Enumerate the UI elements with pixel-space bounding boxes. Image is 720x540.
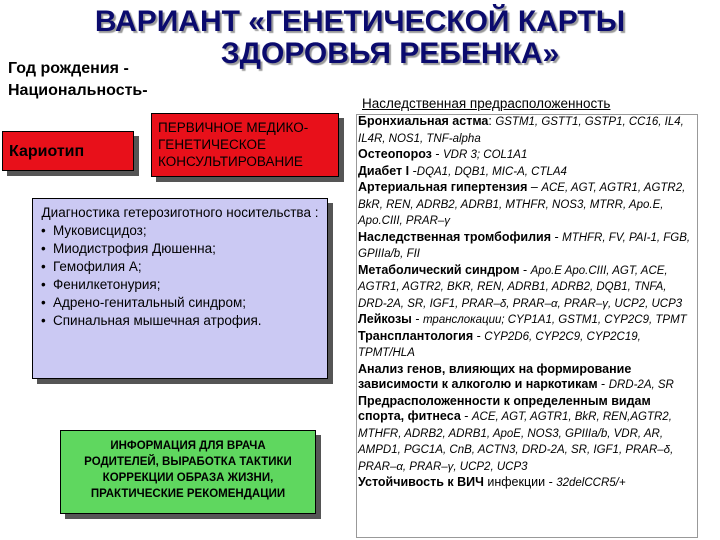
item-genes: 32delCCR5/+: [556, 477, 626, 489]
item-sep: -: [597, 377, 609, 391]
title-line-1: ВАРИАНТ «ГЕНЕТИЧЕСКОЙ КАРТЫ: [94, 5, 626, 38]
item-genes: GSTM1, GSTT1, GSTP1, CC16, IL4, IL4R, NOS1, TNF-alpha: [358, 116, 684, 145]
list-item: [358, 329, 698, 362]
item-sep: –: [527, 180, 542, 194]
karyotype-box: Кариотип: [2, 131, 134, 171]
item-name: Наследственная тромбофилия: [358, 229, 551, 244]
item-genes: Apo.E Apo.CIII, AGT, ACE, AGTR1, AGTR2, BKR, REN, ADRB1, ADRB2, DQB1, TNFA, DRD-2A, SR, IGF1, PRAR–δ, PRAR–α, PRAR–γ, UCP2, UCP3: [358, 264, 683, 310]
info-line: РОДИТЕЛЕЙ, ВЫРАБОТКА ТАКТИКИ: [84, 456, 292, 468]
item-sep: -: [431, 147, 443, 161]
item-sep: инфекции -: [483, 475, 557, 489]
item-genes: транслокации; CYP1A1, GSTM1, CYP2C9, TPMT: [422, 314, 687, 326]
list-item: • Миодистрофия Дюшенна;: [39, 240, 321, 258]
item-sep: -: [409, 163, 417, 178]
item-genes: ACE, AGT, AGTR1, BkR, REN,AGTR2, MTHFR, ADRB2, ADRB1, ApoE, NOS3, GPIIIa/b, VDR, AR, AMPD1, PGC1A, CnB, ACTN3, DRD-2A, SR, IGF1, PRAR–δ, PRAR–α, PRAR–γ, UCP2, UCP3: [358, 411, 674, 473]
item-name: Остеопороз: [358, 147, 432, 161]
item-name: Бронхиальная астма: [358, 114, 489, 128]
item-name: Диабет I: [358, 163, 410, 178]
item-sep: -: [460, 409, 472, 423]
list-item: [358, 164, 698, 181]
item-genes: DQA1, DQB1, MIC-A, CTLA4: [416, 165, 567, 178]
list-item: [358, 394, 698, 476]
list-item: [358, 263, 698, 313]
item-name: Метаболический синдром: [358, 262, 520, 277]
list-item: [358, 312, 698, 329]
item-name: Устойчивость к ВИЧ: [358, 475, 484, 489]
diagnostics-heading: Диагностика гетерозиготного носительства :: [41, 205, 319, 220]
item-sep: -: [519, 262, 531, 277]
title-line-2: ЗДОРОВЬЯ РЕБЕНКА»: [220, 37, 560, 70]
item-name: Предрасположенности к определенным видам спорта, фитнеса: [358, 393, 651, 423]
birth-year-label: Год рождения -: [8, 60, 129, 77]
carrier-diagnostics-box: [32, 198, 328, 379]
item-sep: -: [411, 312, 423, 326]
item-sep: -: [551, 229, 563, 244]
list-item: • Гемофилия А;: [39, 258, 321, 276]
info-line: КОРРЕКЦИИ ОБРАЗА ЖИЗНИ,: [102, 472, 274, 484]
item-name: Анализ генов, влияющих на формирование зависимости к алкоголю и наркотикам: [358, 361, 632, 391]
item-name: Трансплантология: [358, 328, 474, 343]
item-genes: DRD-2A, SR: [608, 379, 674, 391]
list-item: • Муковисцидоз;: [39, 222, 321, 240]
list-item: [358, 475, 698, 492]
nationality-label: Национальность-: [8, 82, 148, 99]
list-item: [358, 230, 698, 263]
info-line: ПРАКТИЧЕСКИЕ РЕКОМЕНДАЦИИ: [90, 488, 286, 500]
item-genes: VDR 3; COL1A1: [443, 149, 528, 161]
info-line: ИНФОРМАЦИЯ ДЛЯ ВРАЧА: [110, 440, 266, 452]
heredity-list: [358, 114, 698, 492]
heredity-heading: Наследственная предрасположенность: [362, 96, 611, 111]
item-name: Лейкозы: [358, 312, 412, 326]
list-item: [358, 362, 698, 394]
item-sep: :: [488, 114, 496, 128]
list-item: • Спинальная мышечная атрофия.: [39, 312, 321, 330]
list-item: [358, 180, 698, 230]
list-item: [358, 114, 698, 147]
list-item: • Адрено-генитальный синдром;: [39, 294, 321, 312]
item-genes: ACE, AGT, AGTR1, AGTR2, BkR, REN, ADRB2, ADRB1, MTHFR, NOS3, MTRR, Apo.E, Apo.CIII, PRAR–γ: [358, 182, 686, 227]
item-sep: -: [473, 328, 485, 343]
item-genes: MTHFR, FV, PAI-1, FGB, GPIIIa/b, FII: [358, 231, 691, 260]
doctor-info-box: [60, 430, 316, 514]
item-name: Артериальная гипертензия: [358, 180, 528, 194]
diagnostics-list: [39, 222, 321, 330]
list-item: • Фенилкетонурия;: [39, 276, 321, 294]
primary-consultation-box: ПЕРВИЧНОЕ МЕДИКО-ГЕНЕТИЧЕСКОЕ КОНСУЛЬТИРОВАНИЕ: [151, 113, 339, 177]
list-item: [358, 147, 698, 164]
item-genes: CYP2D6, CYP2C9, CYP2C19, TPMT/HLA: [358, 330, 641, 359]
